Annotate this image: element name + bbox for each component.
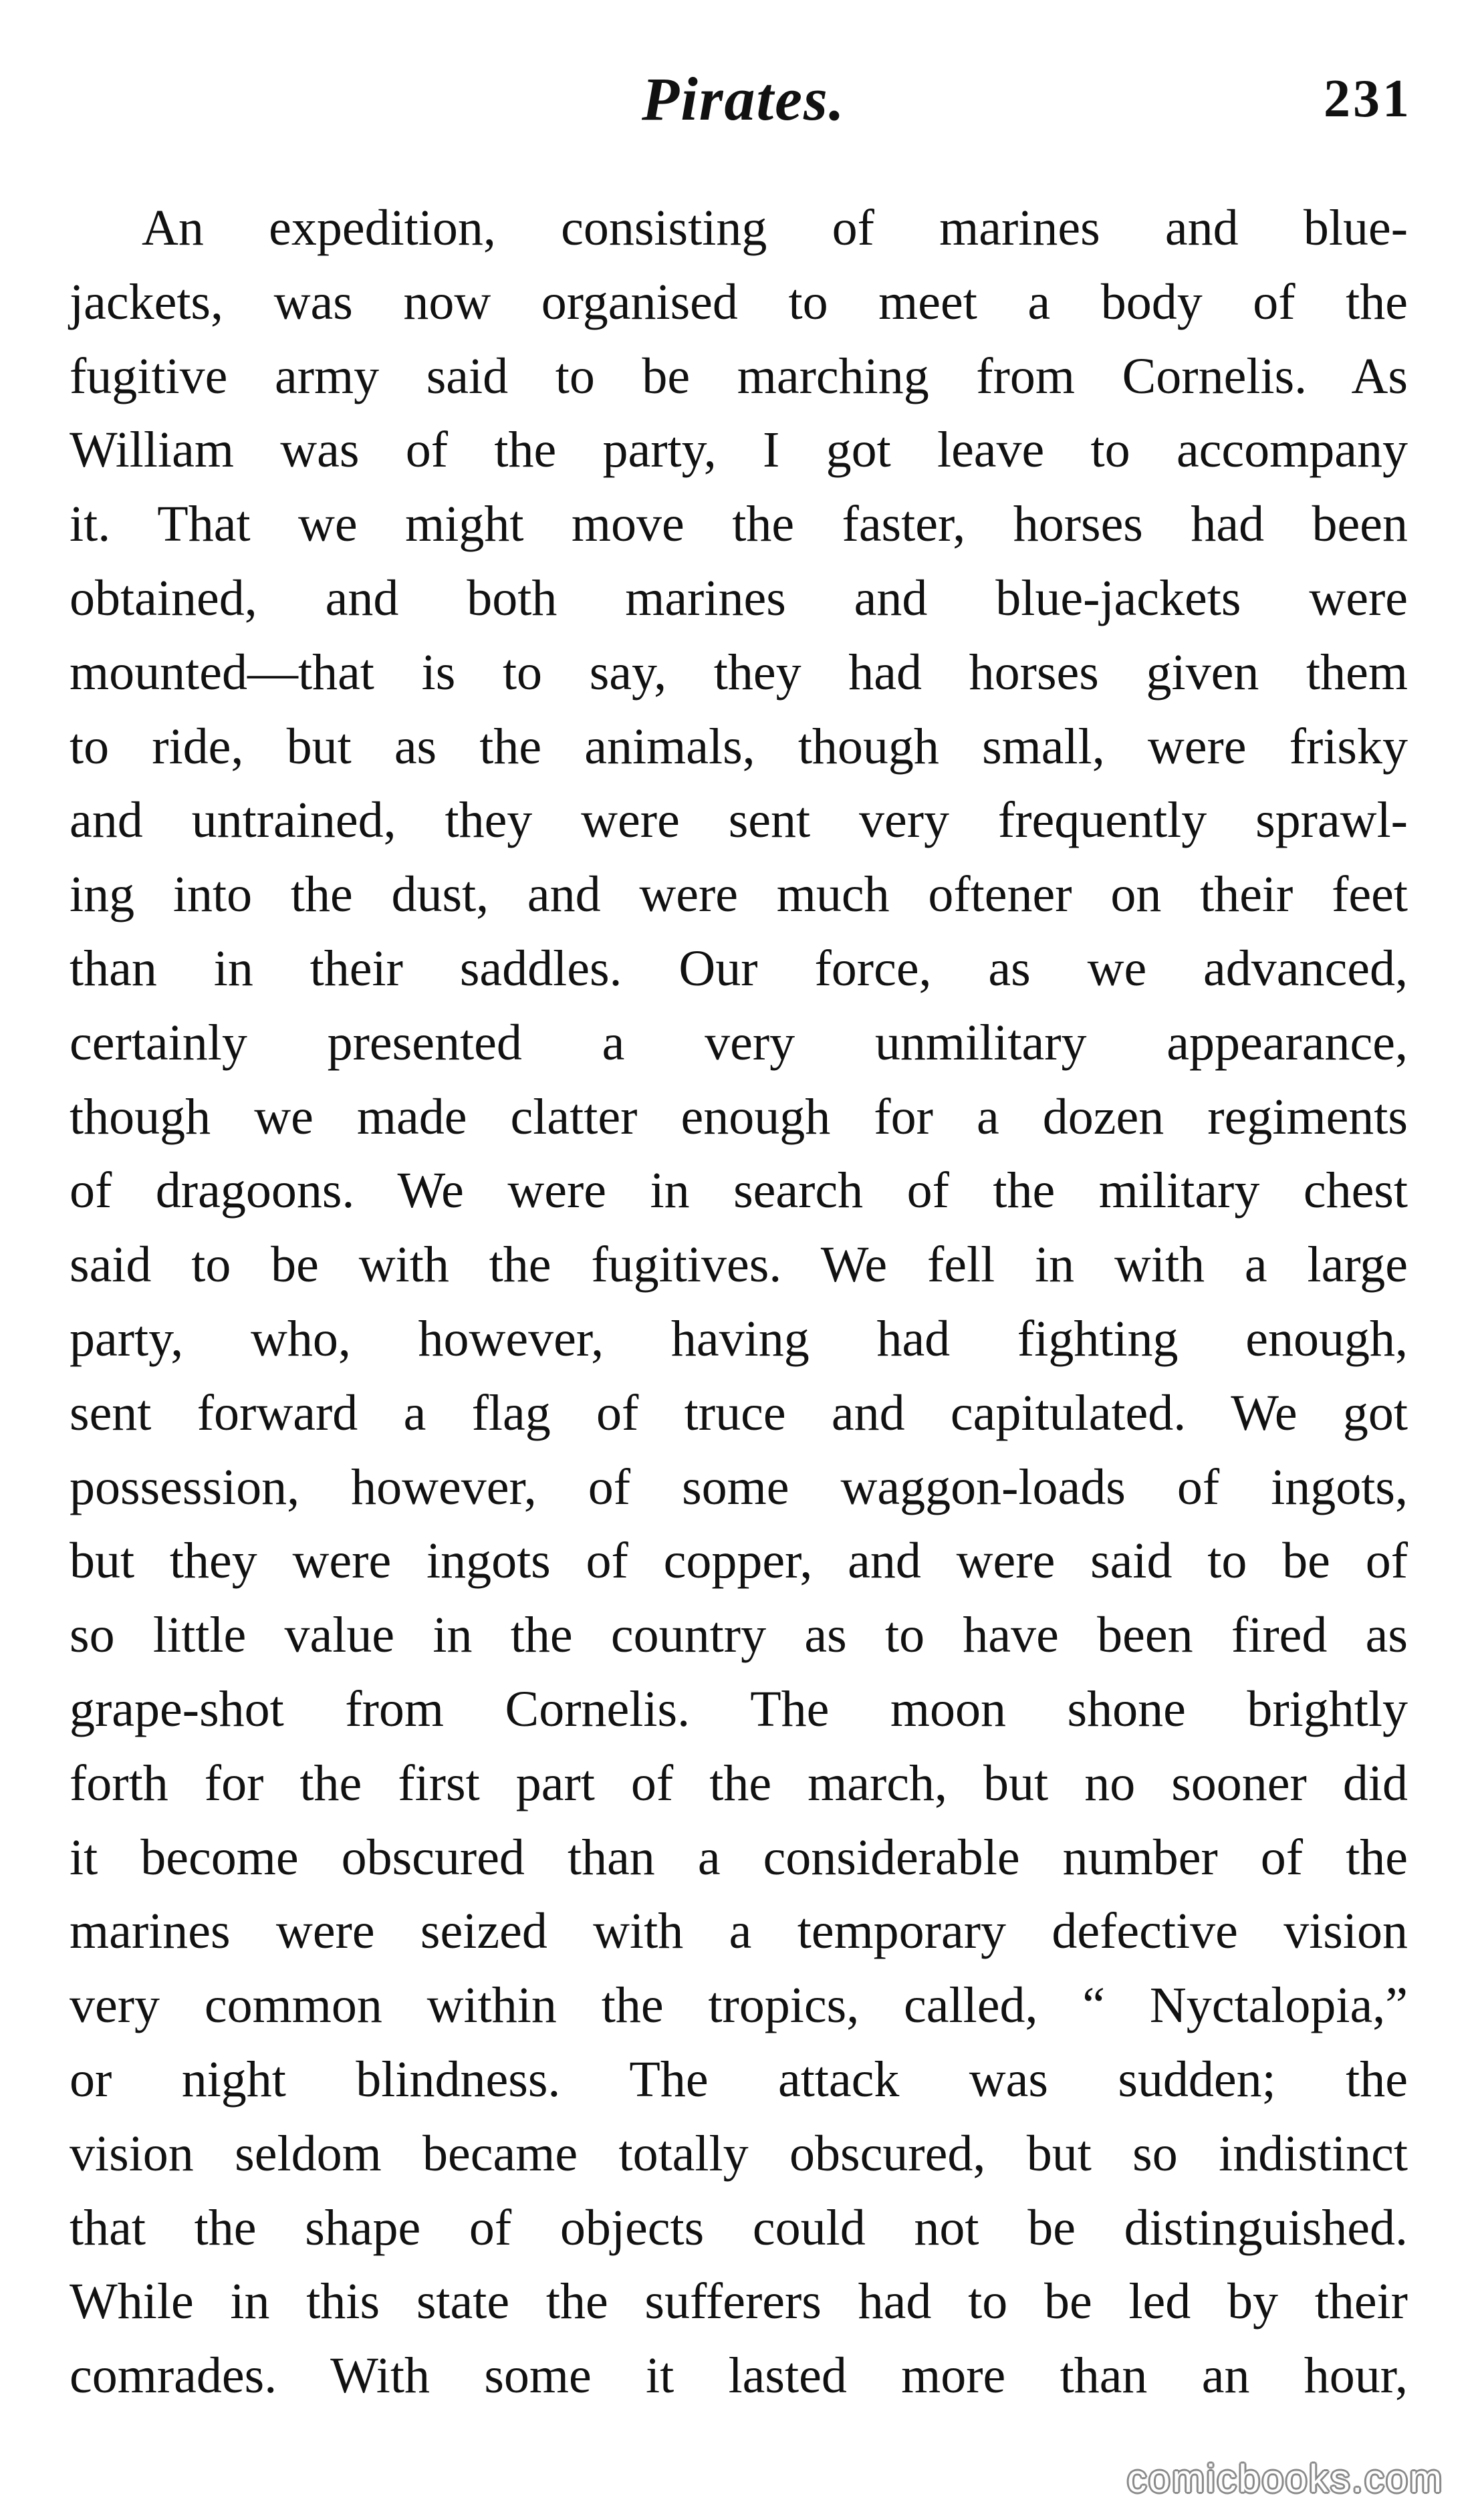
text-line: of dragoons. We were in search of the military chest bbox=[70, 1162, 1408, 1219]
text-line: than in their saddles. Our force, as we advanced, bbox=[70, 940, 1408, 997]
text-line: While in this state the sufferers had to be led by their bbox=[70, 2273, 1408, 2330]
text-line: said to be with the fugitives. We fell in with a large bbox=[70, 1237, 1408, 1293]
text-line: possession, however, of some waggon-loads of ingots, bbox=[70, 1459, 1408, 1515]
text-line: and untrained, they were sent very frequently sprawl- bbox=[70, 792, 1408, 849]
text-line: it become obscured than a considerable number of the bbox=[70, 1829, 1408, 1886]
text-line: ing into the dust, and were much oftener on their feet bbox=[70, 866, 1408, 923]
text-line: but they were ingots of copper, and were said to be of bbox=[70, 1533, 1408, 1590]
text-line: though we made clatter enough for a dozen regiments bbox=[70, 1088, 1408, 1145]
text-line: so little value in the country as to have been fired as bbox=[70, 1607, 1408, 1664]
text-line: certainly presented a very unmilitary appearance, bbox=[70, 1014, 1408, 1071]
body-paragraph bbox=[70, 191, 1408, 2413]
text-line: comrades. With some it lasted more than an hour, bbox=[70, 2348, 1408, 2404]
text-line: grape-shot from Cornelis. The moon shone brightly bbox=[70, 1680, 1408, 1737]
running-head bbox=[0, 59, 1476, 139]
text-line: party, who, however, having had fighting enough, bbox=[70, 1310, 1408, 1367]
text-line: obtained, and both marines and blue-jackets were bbox=[70, 570, 1408, 626]
text-line: marines were seized with a temporary defective vision bbox=[70, 1903, 1408, 1960]
text-line: fugitive army said to be marching from Cornelis. As bbox=[70, 348, 1408, 404]
text-line: that the shape of objects could not be distinguished. bbox=[70, 2199, 1408, 2256]
page-number: 231 bbox=[1324, 70, 1412, 128]
watermark: comicbooks.com bbox=[1127, 2457, 1444, 2501]
text-line: William was of the party, I got leave to accompany bbox=[70, 422, 1408, 479]
text-line: it. That we might move the faster, horses had been bbox=[70, 496, 1408, 553]
text-line: to ride, but as the animals, though small, were frisky bbox=[70, 718, 1408, 775]
text-line: jackets, was now organised to meet a body of the bbox=[70, 273, 1408, 330]
running-title: Pirates. bbox=[642, 65, 846, 133]
text-line: vision seldom became totally obscured, but so indistinct bbox=[70, 2125, 1408, 2182]
text-line: forth for the first part of the march, but no sooner did bbox=[70, 1755, 1408, 1811]
text-line: very common within the tropics, called, “ Nyctalopia,” bbox=[70, 1977, 1408, 2034]
text-line: An expedition, consisting of marines and blue- bbox=[142, 200, 1408, 256]
text-line: mounted—that is to say, they had horses given them bbox=[70, 644, 1408, 701]
text-line: or night blindness. The attack was sudden; the bbox=[70, 2051, 1408, 2108]
text-line: sent forward a flag of truce and capitulated. We got bbox=[70, 1384, 1408, 1441]
